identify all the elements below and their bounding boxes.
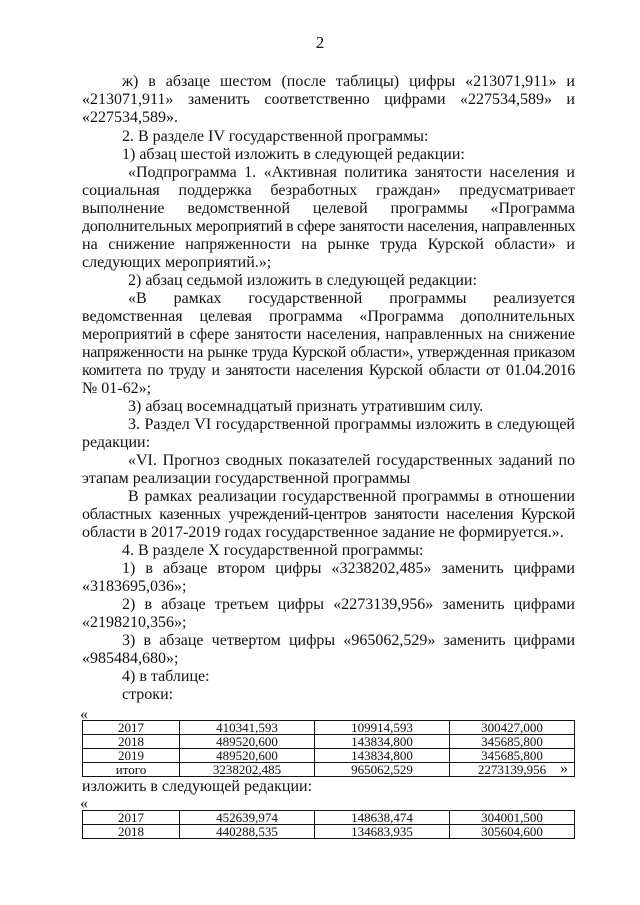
- text-line: области в 2017-2019 годах государственное задание не формируется.».: [82, 524, 564, 541]
- text-line: «3183695,036»;: [82, 578, 187, 595]
- text-line: 3. Раздел VI государственной программы изложить в следующей: [128, 416, 575, 433]
- table-row: [83, 735, 575, 749]
- text-line: напряженности на рынке труда Курской области», утвержденная приказом: [82, 344, 575, 361]
- text-line: редакции:: [82, 434, 151, 451]
- table-row: [83, 763, 575, 777]
- table-cell: 109914,593: [315, 721, 450, 735]
- open-quote-2: «: [80, 795, 88, 812]
- table-cell: 965062,529: [315, 763, 450, 777]
- text-line: 3) абзац восемнадцатый признать утратившим силу.: [128, 398, 484, 415]
- table-cell: 489520,600: [180, 735, 315, 749]
- text-line: мероприятий в сфере занятости населения, направленных на снижение: [82, 326, 575, 343]
- table-cell: 134683,935: [315, 825, 450, 839]
- text-line: дополнительных мероприятий в сфере занятости населения, направленных: [82, 218, 576, 235]
- table-cell: 345685,800: [450, 735, 575, 749]
- text-line: 2. В разделе IV государственной программы:: [122, 128, 429, 145]
- text-line: следующих мероприятий.»;: [82, 254, 272, 271]
- table-cell: 305604,600: [450, 825, 575, 839]
- text-line: «2198210,356»;: [82, 614, 187, 631]
- text-line: выполнение ведомственной целевой программы «Программа: [82, 200, 575, 217]
- text-line: «227534,589».: [82, 109, 178, 126]
- text-line: 4. В разделе X государственной программы:: [122, 542, 424, 559]
- text-line: № 01-62»;: [82, 380, 152, 397]
- text-line: «Подпрограмма 1. «Активная политика занятости населения и: [128, 164, 575, 181]
- text-line: областных казенных учреждений-центров занятости населения Курской: [82, 506, 575, 523]
- table-cell: 2019: [83, 749, 180, 763]
- table-row: [83, 749, 575, 763]
- text-line: ж) в абзаце шестом (после таблицы) цифры «213071,911» и: [122, 73, 575, 90]
- table-row: [83, 811, 575, 825]
- replace-text: изложить в следующей редакции:: [82, 778, 313, 795]
- table-new-rows: [82, 810, 575, 839]
- text-line: этапам реализации государственной программы: [82, 470, 411, 487]
- text-line: «VI. Прогноз сводных показателей государственных заданий по: [128, 452, 575, 469]
- text-line: 1) в абзаце втором цифры «3238202,485» заменить цифрами: [122, 560, 575, 577]
- table-cell: 440288,535: [180, 825, 315, 839]
- table-cell: 345685,800: [450, 749, 575, 763]
- text-line: ведомственная целевая программа «Программа дополнительных: [82, 308, 575, 325]
- table-cell: 148638,474: [315, 811, 450, 825]
- table-row: [83, 721, 575, 735]
- text-line: «213071,911» заменить соответственно цифрами «227534,589» и: [82, 91, 575, 108]
- table-cell: 2018: [83, 825, 180, 839]
- close-quote: »: [560, 760, 568, 777]
- table-cell: 489520,600: [180, 749, 315, 763]
- text-line: «985484,680»;: [82, 650, 179, 667]
- text-line: 1) абзац шестой изложить в следующей редакции:: [122, 146, 465, 163]
- table-cell: 452639,974: [180, 811, 315, 825]
- table-cell: 300427,000: [450, 721, 575, 735]
- text-line: 4) в таблице:: [122, 668, 210, 685]
- text-line: 2) абзац седьмой изложить в следующей редакции:: [128, 272, 477, 289]
- text-line: социальная поддержка безработных граждан» предусматривает: [82, 182, 575, 199]
- table-cell: 2017: [83, 721, 180, 735]
- text-line: комитета по труду и занятости населения Курской области от 01.04.2016: [82, 362, 575, 379]
- table-cell: 410341,593: [180, 721, 315, 735]
- table-cell: 2018: [83, 735, 180, 749]
- table-old-rows: [82, 720, 575, 777]
- open-quote: «: [80, 706, 88, 723]
- table-row: [83, 825, 575, 839]
- page-number: 2: [315, 33, 325, 52]
- text-line: В рамках реализации государственной программы в отношении: [128, 488, 575, 505]
- table-cell: итого: [83, 763, 180, 777]
- table-cell: 143834,800: [315, 735, 450, 749]
- table-cell: 2273139,956: [450, 763, 575, 777]
- table-cell: 304001,500: [450, 811, 575, 825]
- table-cell: 2017: [83, 811, 180, 825]
- table-cell: 143834,800: [315, 749, 450, 763]
- text-line: строки:: [122, 686, 174, 703]
- text-line: на снижение напряженности на рынке труда Курской области» и: [82, 236, 575, 253]
- text-line: 3) в абзаце четвертом цифры «965062,529» заменить цифрами: [122, 632, 575, 649]
- table-cell: 3238202,485: [180, 763, 315, 777]
- text-line: «В рамках государственной программы реализуется: [128, 290, 575, 307]
- text-line: 2) в абзаце третьем цифры «2273139,956» заменить цифрами: [122, 596, 575, 613]
